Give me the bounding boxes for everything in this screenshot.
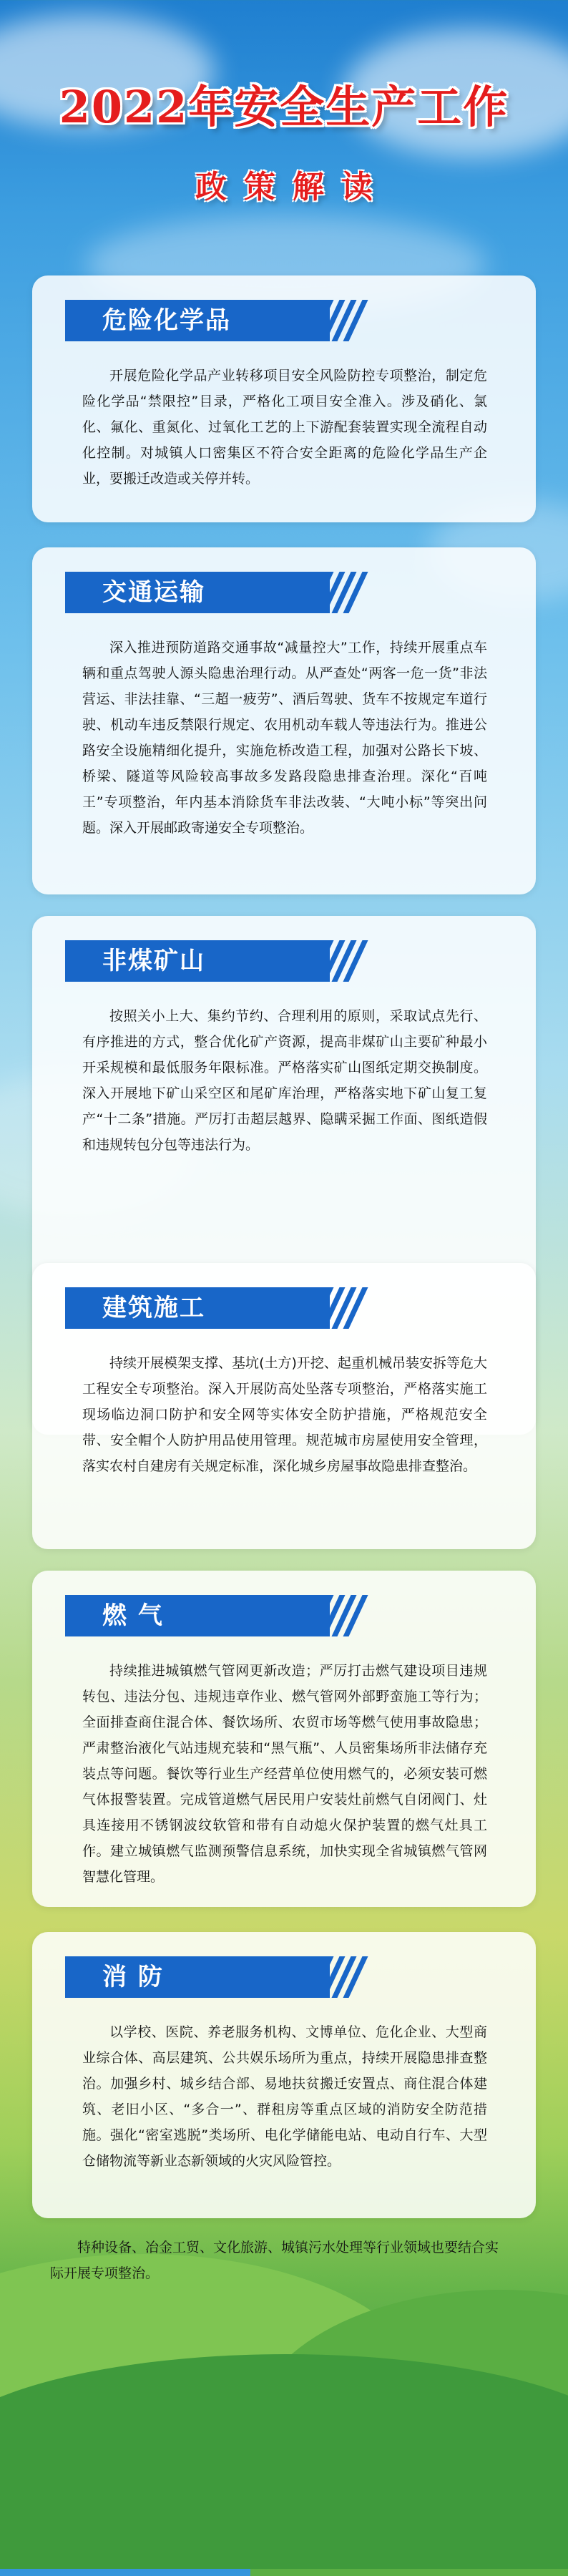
stripes-decoration: [315, 1956, 373, 1998]
page-title: 2022年安全生产工作: [59, 81, 509, 133]
section-heading-label: 建筑施工: [102, 1294, 205, 1322]
section-body: 以学校、医院、养老服务机构、文博单位、危化企业、大型商业综合体、高层建筑、公共娱乐场所为重点，持续开展隐患排查整治。加强乡村、城乡结合部、易地扶贫搬迁安置点、商住混合体建筑、老旧小区、“多合一”、群租房等重点区域的消防安全防范措施。强化“密室逃脱”类场所、电化学储能电站、电动自行车、大型仓储物流等新业态新领域的火灾风险管控。: [82, 2024, 487, 2169]
section-heading: [65, 572, 330, 613]
section-heading: [65, 1595, 330, 1636]
page-subtitle: 政策解读: [195, 169, 390, 205]
stripes-decoration: [315, 300, 373, 341]
section-heading-label: 危险化学品: [102, 306, 231, 335]
section-body: 开展危险化学品产业转移项目安全风险防控专项整治，制定危险化学品“禁限控”目录，严格化工项目安全准入。涉及硝化、氯化、氟化、重氮化、过氧化工艺的上下游配套装置实现全流程自动化控制。对城镇人口密集区不符合安全距离的危险化学品生产企业，要搬迁改造或关停并转。: [82, 368, 487, 487]
stripes-decoration: [315, 572, 373, 613]
section-card-transport: [32, 547, 536, 894]
section-card-gas: [32, 1571, 536, 1907]
section-heading: [65, 940, 330, 982]
section-card-hazardous-chemicals: [32, 275, 536, 522]
section-heading: [65, 300, 330, 341]
section-heading: [65, 1287, 330, 1329]
section-card-construction: [32, 1263, 536, 1549]
stripes-decoration: [315, 1287, 373, 1329]
section-heading-label: 交通运输: [102, 578, 205, 607]
section-heading-label: 非煤矿山: [102, 947, 205, 975]
section-heading-label: 消 防: [102, 1963, 164, 1991]
stripes-decoration: [315, 940, 373, 982]
background-hill: [0, 2354, 568, 2569]
section-heading: [65, 1956, 330, 1998]
section-body: 持续开展模架支撑、基坑(土方)开挖、起重机械吊装安拆等危大工程安全专项整治。深入开展防高处坠落专项整治，严格落实施工现场临边洞口防护和安全网等实体安全防护措施，严格规范安全带、安全帽个人防护用品使用管理。规范城市房屋使用安全管理，落实农村自建房有关规定标准，深化城乡房屋事故隐患排查整治。: [82, 1355, 487, 1474]
section-card-fire-safety: [32, 1932, 536, 2218]
section-heading-label: 燃 气: [102, 1601, 164, 1630]
stripes-decoration: [315, 1595, 373, 1636]
footer-note: 特种设备、冶金工贸、文化旅游、城镇污水处理等行业领域也要结合实际开展专项整治。: [50, 2240, 499, 2281]
section-body: 按照关小上大、集约节约、合理利用的原则，采取试点先行、有序推进的方式，整合优化矿产资源，提高非煤矿山主要矿种最小开采规模和最低服务年限标准。严格落实矿山图纸定期交换制度。深入开展地下矿山采空区和尾矿库治理，严格落实地下矿山复工复产“十二条”措施。严厉打击超层越界、隐瞒采掘工作面、图纸造假和违规转包分包等违法行为。: [82, 1008, 487, 1153]
section-body: 持续推进城镇燃气管网更新改造；严厉打击燃气建设项目违规转包、违法分包、违规违章作业、燃气管网外部野蛮施工等行为；全面排查商住混合体、餐饮场所、农贸市场等燃气使用事故隐患；严肃整治液化气站违规充装和“黑气瓶”、人员密集场所非法储存充装点等问题。餐饮等行业生产经营单位使用燃气的，必须安装可燃气体报警装置。完成管道燃气居民用户安装灶前燃气自闭阀门、灶具连接用不锈钢波纹软管和带有自动熄火保护装置的燃气灶具工作。建立城镇燃气监测预警信息系统，加快实现全省城镇燃气管网智慧化管理。: [82, 1663, 487, 1885]
title-block: [0, 72, 568, 207]
section-body: 深入推进预防道路交通事故“减量控大”工作，持续开展重点车辆和重点驾驶人源头隐患治理行动。从严查处“两客一危一货”非法营运、非法挂靠、“三超一疲劳”、酒后驾驶、货车不按规定车道行驶、机动车违反禁限行规定、农用机动车载人等违法行为。推进公路安全设施精细化提升，实施危桥改造工程，加强对公路长下坡、桥梁、隧道等风险较高事故多发路段隐患排查治理。深化“百吨王”专项整治，年内基本消除货车非法改装、“大吨小标”等突出问题。深入开展邮政寄递安全专项整治。: [82, 640, 487, 836]
